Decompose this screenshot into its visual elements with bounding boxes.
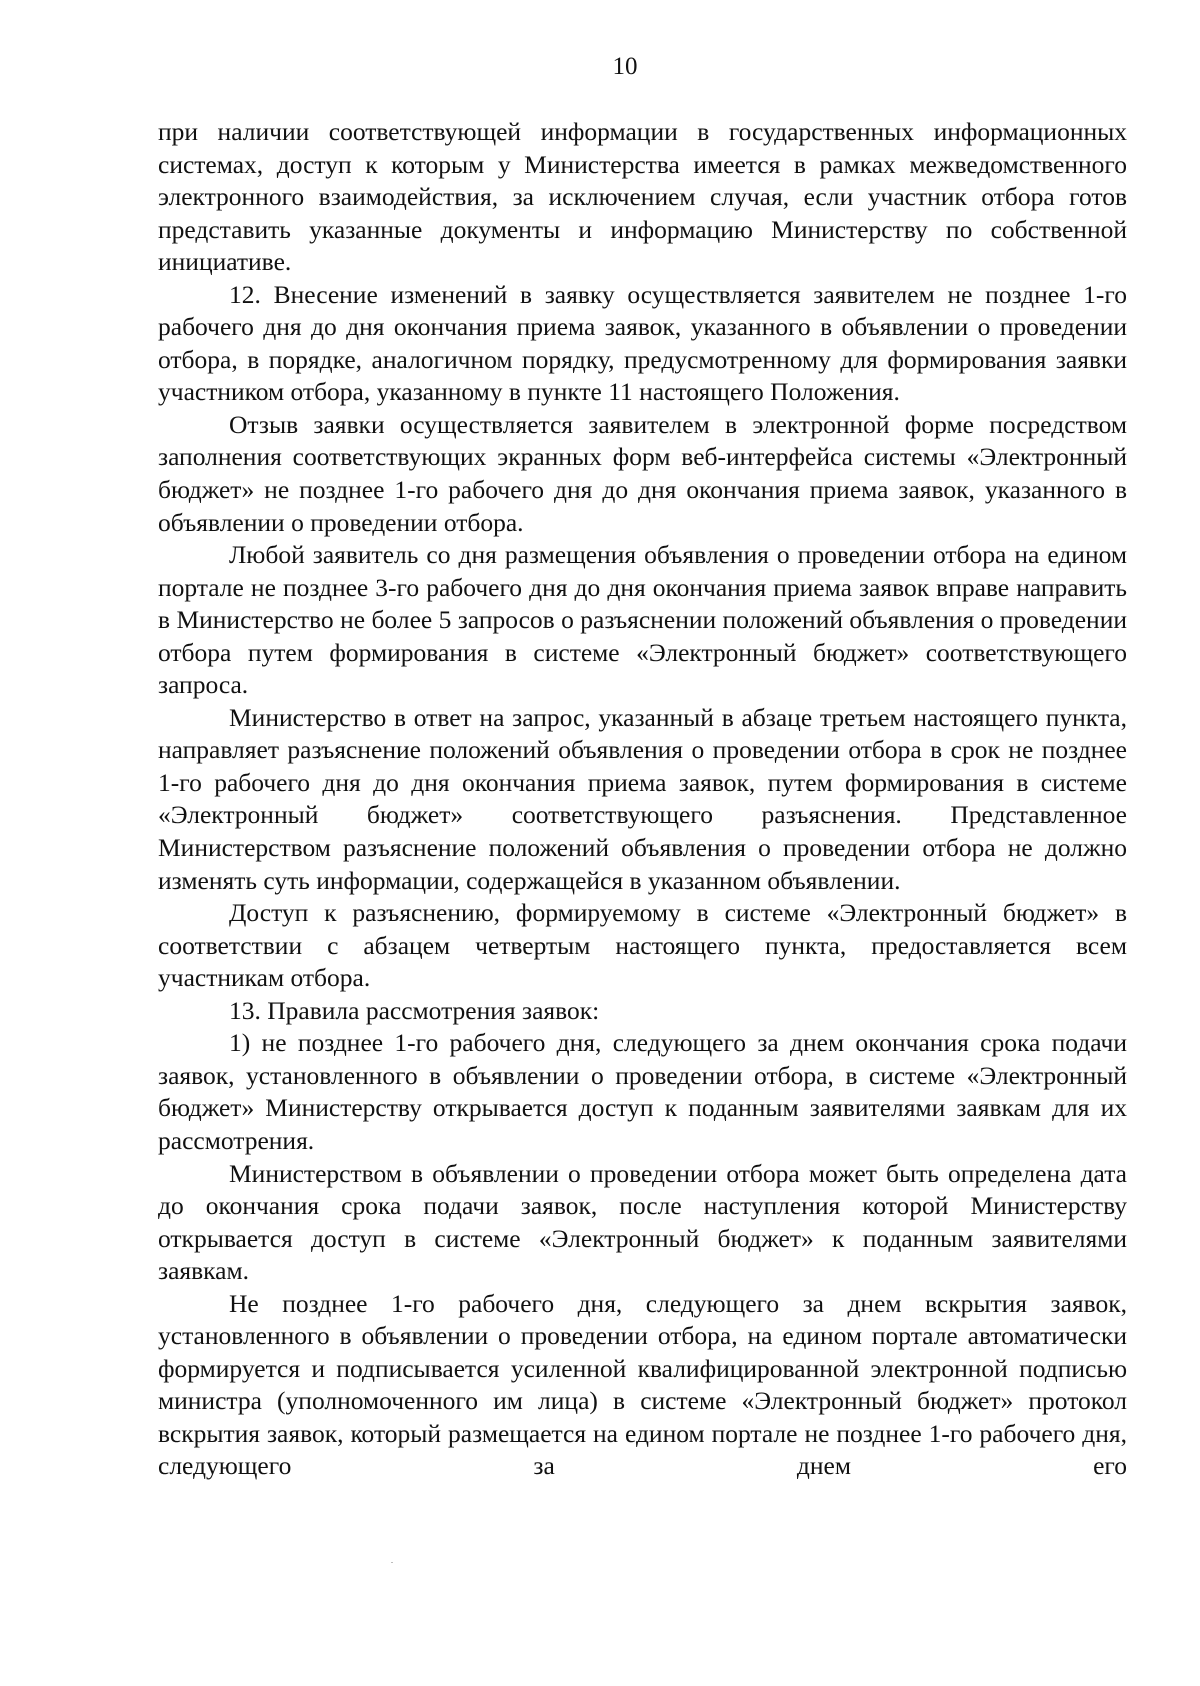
document-body	[158, 116, 1127, 1483]
scan-artifact	[391, 1562, 393, 1563]
paragraph-subitem-1: 1) не позднее 1-го рабочего дня, следующего за днем окончания срока подачи заявок, установленного в объявлении о проведении отбора, в системе «Электронный бюджет» Министерству открывается доступ к поданным заявителями заявкам для их рассмотрения.	[158, 1028, 1127, 1155]
paragraph-opening-protocol: Не позднее 1-го рабочего дня, следующего за днем вскрытия заявок, установленного в объявлении о проведении отбора, на едином портале автоматически формируется и подписывается усиленной квалифицированной электронной подписью министра (уполномоченного им лица) в системе «Электронный бюджет» протокол вскрытия заявок, который размещается на едином портале не позднее 1-го рабочего дня, следующего за днем его	[158, 1288, 1127, 1481]
paragraph-clarification-request: Любой заявитель со дня размещения объявления о проведении отбора на едином портале не позднее 3-го рабочего дня до дня окончания приема заявок вправе направить в Министерство не более 5 запросов о разъяснении положений объявления о проведении отбора путем формирования в системе «Электронный бюджет» соответствующего запроса.	[158, 540, 1127, 700]
page-number: 10	[612, 53, 638, 80]
paragraph-continuation: при наличии соответствующей информации в государственных информационных системах, доступ к которым у Министерства имеется в рамках межведомственного электронного взаимодействия, за исключением случая, если участник отбора готов представить указанные документы и информацию Министерству по собственной инициативе.	[158, 117, 1127, 277]
paragraph-item-12: 12. Внесение изменений в заявку осуществляется заявителем не позднее 1-го рабочего дня до дня окончания приема заявок, указанного в объявлении о проведении отбора, в порядке, аналогичном порядку, предусмотренному для формирования заявки участником отбора, указанному в пункте 11 настоящего Положения.	[158, 279, 1127, 407]
paragraph-clarification-access: Доступ к разъяснению, формируемому в системе «Электронный бюджет» в соответствии с абзацем четвертым настоящего пункта, предоставляется всем участникам отбора.	[158, 898, 1127, 993]
paragraph-ministry-response: Министерство в ответ на запрос, указанный в абзаце третьем настоящего пункта, направляет разъяснение положений объявления о проведении отбора в срок не позднее 1-го рабочего дня до дня окончания приема заявок, путем формирования в системе «Электронный бюджет» соответствующего разъяснения. Представленное Министерством разъяснение положений объявления о проведении отбора не должно изменять суть информации, содержащейся в указанном объявлении.	[158, 702, 1127, 895]
paragraph-application-withdrawal: Отзыв заявки осуществляется заявителем в электронной форме посредством заполнения соответствующих экранных форм веб-интерфейса системы «Электронный бюджет» не позднее 1-го рабочего дня до дня окончания приема заявок, указанного в объявлении о проведении отбора.	[158, 409, 1127, 537]
paragraph-item-13-heading: 13. Правила рассмотрения заявок:	[229, 995, 600, 1025]
paragraph-access-date: Министерством в объявлении о проведении отбора может быть определена дата до окончания срока подачи заявок, после наступления которой Министерству открывается доступ в системе «Электронный бюджет» к поданным заявителями заявкам.	[158, 1158, 1127, 1286]
